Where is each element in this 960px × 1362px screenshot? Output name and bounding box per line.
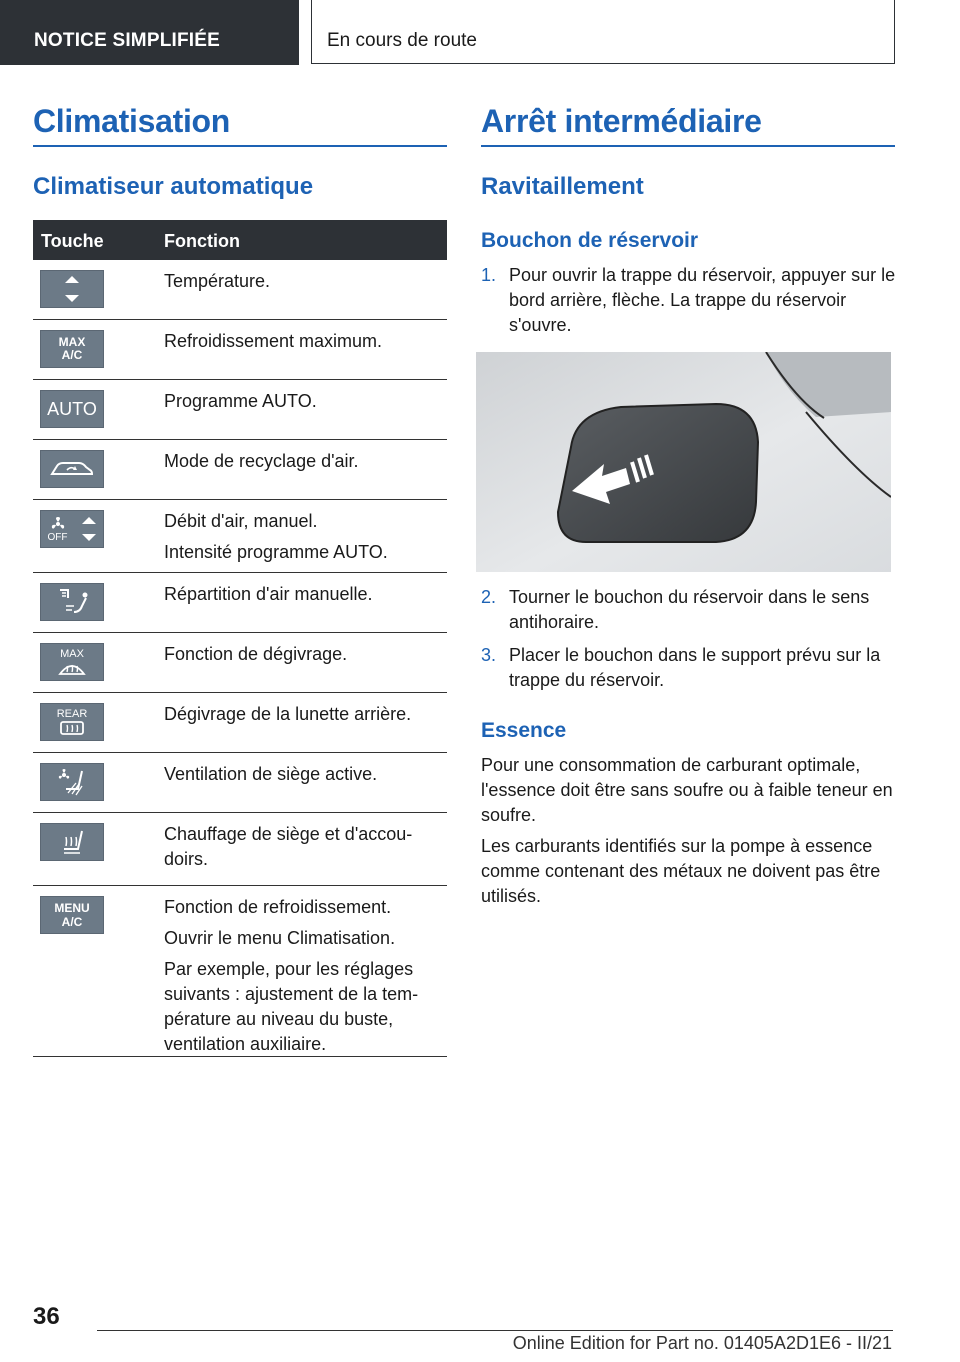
table-row: [33, 573, 447, 633]
air-recirculation-icon: [40, 450, 104, 488]
table-row: [33, 500, 447, 573]
title-rule-left: [33, 145, 447, 147]
table-row: [33, 693, 447, 753]
paragraph: Les carburants identifiés sur la pompe à essence comme contenant des métaux ne doivent pas être utilisés.: [481, 836, 881, 906]
temperature-arrows-icon: [40, 270, 104, 308]
row-text: Chauffage de siège et d'accou-doirs.: [164, 824, 413, 869]
table-row: [33, 380, 447, 440]
section-label: NOTICE SIMPLIFIÉE: [34, 30, 221, 51]
title-rule-right: [481, 145, 895, 147]
max-ac-icon: MAX A/C: [40, 330, 104, 368]
page-title-left: Climatisation: [33, 103, 231, 139]
page-number: 36: [33, 1303, 60, 1330]
step-number: 1.: [481, 265, 497, 285]
table-row: [33, 633, 447, 693]
chapter-tab: [311, 0, 895, 64]
column-header-function: Fonction: [164, 231, 240, 251]
max-defrost-icon: MAX: [40, 643, 104, 681]
chapter-label: En cours de route: [327, 30, 477, 51]
row-text: Intensité programme AUTO.: [164, 542, 388, 562]
table-row: [33, 320, 447, 380]
air-distribution-icon: [40, 583, 104, 621]
page-title-right: Arrêt intermédiaire: [481, 103, 762, 139]
row-text: Mode de recyclage d'air.: [164, 451, 359, 471]
row-text: Dégivrage de la lunette arrière.: [164, 704, 412, 724]
row-text: Température.: [164, 271, 271, 291]
list-item: [481, 263, 896, 338]
edition-note: Online Edition for Part no. 01405A2D1E6 - II/21: [512, 1333, 892, 1353]
seat-ventilation-icon: [40, 763, 104, 801]
row-text: Répartition d'air manuelle.: [164, 584, 373, 604]
petrol-text: [481, 753, 899, 915]
section-title-right: Ravitaillement: [481, 173, 644, 200]
table-header: [33, 220, 447, 260]
footer-rule: [97, 1330, 893, 1331]
rear-defrost-icon: REAR: [40, 703, 104, 741]
step-number: 3.: [481, 645, 497, 665]
row-text: Programme AUTO.: [164, 391, 317, 411]
row-text: Fonction de dégivrage.: [164, 644, 348, 664]
step-text: Pour ouvrir la trappe du réservoir, appuyer sur le bord arrière, flèche. La trappe du réservoir s'ouvre.: [509, 265, 896, 335]
row-text: Ventilation de siège active.: [164, 764, 378, 784]
table-row: [33, 440, 447, 500]
auto-icon: AUTO: [40, 390, 104, 428]
section-title-left: Climatiseur automatique: [33, 173, 314, 200]
table-row: [33, 260, 447, 320]
subsection-title-fuel-cap: Bouchon de réservoir: [481, 229, 699, 252]
row-text: Débit d'air, manuel.: [164, 511, 318, 531]
section-tab: [0, 0, 299, 65]
step-text: Tourner le bouchon du réservoir dans le sens antihoraire.: [509, 587, 870, 632]
subsection-title-petrol: Essence: [481, 719, 567, 742]
table-row: [33, 886, 447, 1057]
fan-off-arrows-icon: OFF: [40, 510, 104, 548]
seat-heating-icon: [40, 823, 104, 861]
fuel-flap-photo: [476, 352, 891, 572]
column-header-key: Touche: [41, 231, 104, 251]
paragraph: Pour une consommation de carburant optimale, l'essence doit être sans soufre ou à faible teneur en soufre.: [481, 755, 893, 825]
table-row: [33, 813, 447, 886]
row-text: Ouvrir le menu Climatisation.: [164, 928, 396, 948]
menu-ac-icon: MENU A/C: [40, 896, 104, 934]
step-number: 2.: [481, 587, 497, 607]
table-row: [33, 753, 447, 813]
step-text: Placer le bouchon dans le support prévu sur la trappe du réservoir.: [509, 645, 881, 690]
list-item: [481, 643, 896, 693]
row-text: Par exemple, pour les réglages suivants : ajustement de la tem-pérature au niveau du buste, ventilation auxiliaire.: [164, 959, 419, 1054]
list-item: [481, 585, 896, 635]
climate-table: [33, 220, 447, 1057]
row-text: Fonction de refroidissement.: [164, 897, 392, 917]
row-text: Refroidissement maximum.: [164, 331, 383, 351]
